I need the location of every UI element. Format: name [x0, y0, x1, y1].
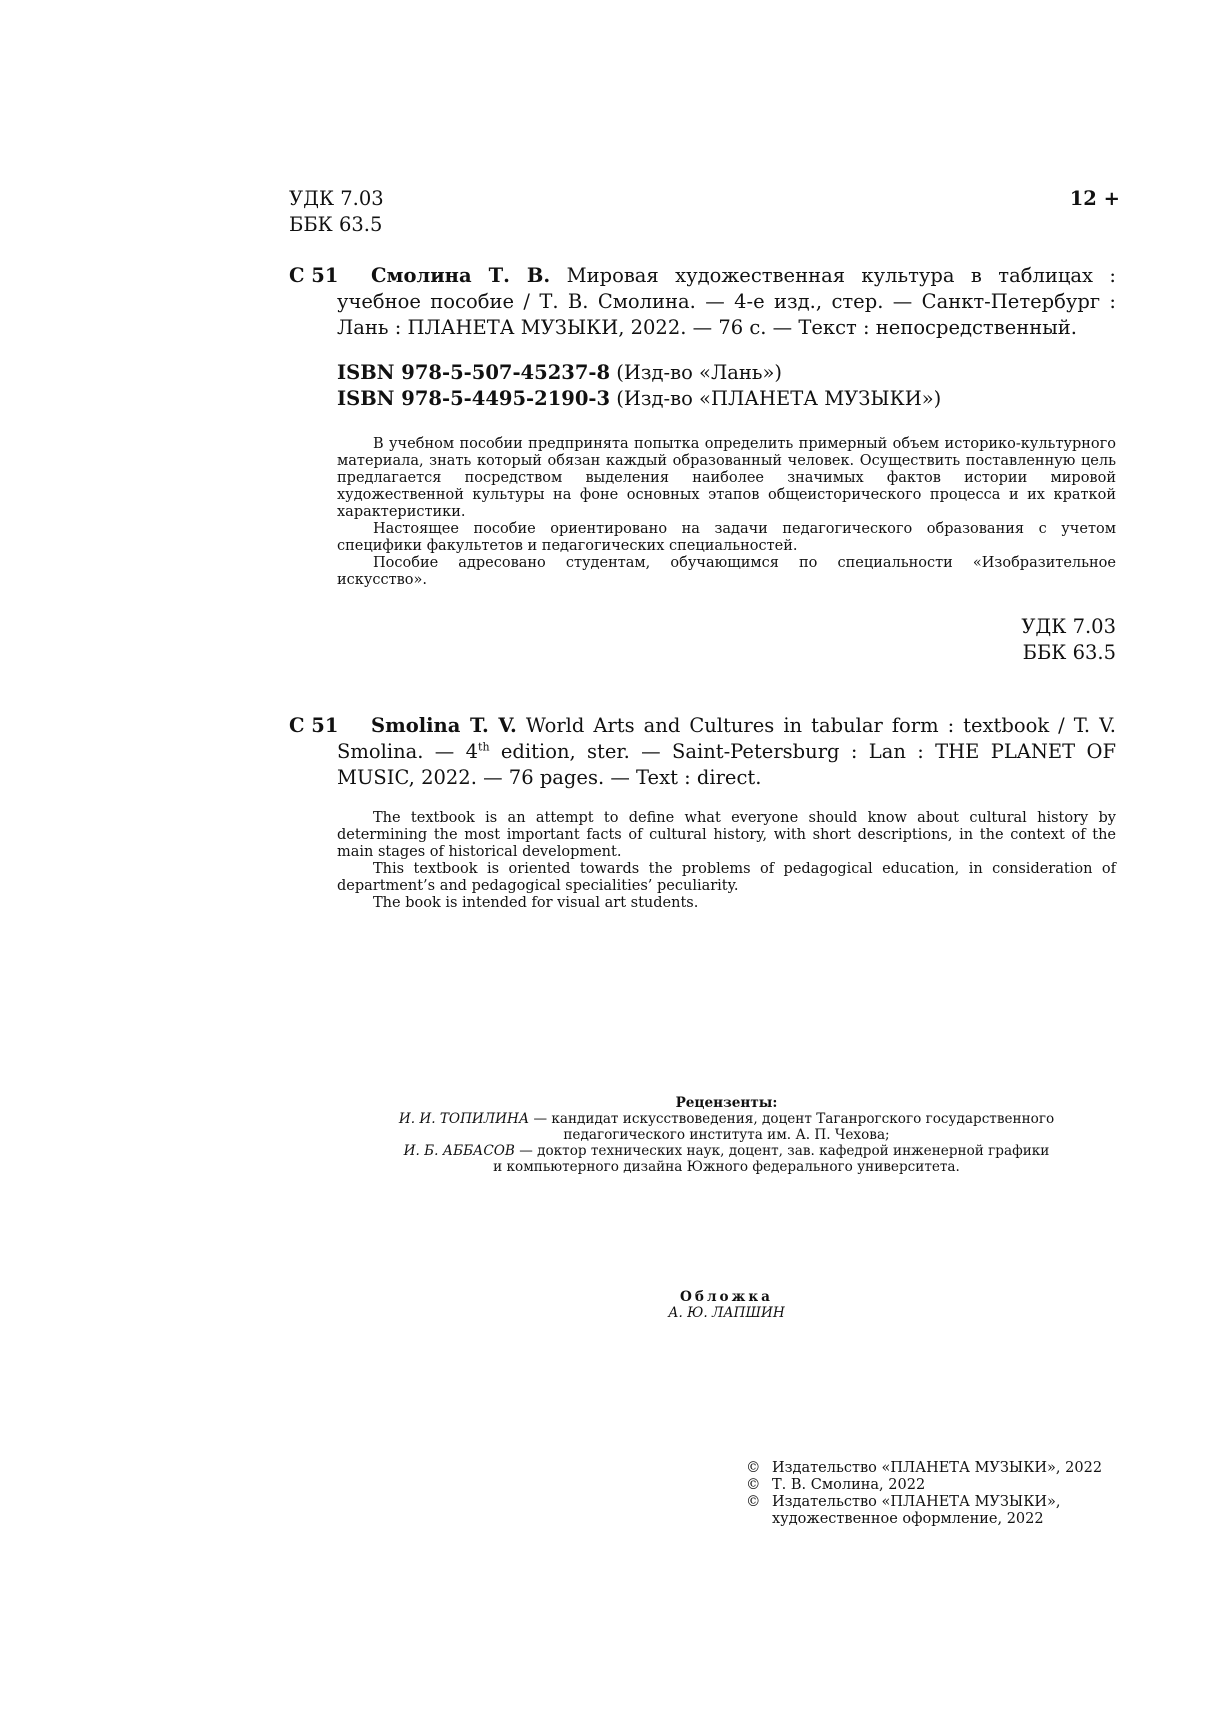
reviewers-heading: Рецензенты:: [675, 1095, 778, 1111]
ru-abstract-p3: Пособие адресовано студентам, обучающимся по специальности «Изобразительное искусство».: [337, 555, 1116, 588]
ru-bibliographic-record: [337, 263, 1116, 341]
reviewer-2-name: И. Б. АББАСОВ: [403, 1143, 515, 1159]
en-entry-code: С 51: [289, 714, 339, 737]
en-abstract-p1: The textbook is an attempt to define what everyone should know about cultural history by determining the most important facts of cultural history, with short descriptions, in the context of the main stages of historical development.: [337, 810, 1116, 860]
copyright-line-3-cont: [746, 1511, 1116, 1528]
copyright-line-1: [746, 1460, 1116, 1477]
reviewer-1-desc: — кандидат искусствоведения, доцент Таганрогского государственного: [529, 1111, 1055, 1127]
copyright-text-2: Т. В. Смолина, 2022: [772, 1477, 926, 1493]
reviewer-2: [337, 1143, 1116, 1159]
en-author: Smolina T. V.: [371, 714, 517, 737]
ru-isbn-1: [337, 360, 1116, 386]
ru-udk: УДК 7.03: [1021, 615, 1116, 638]
cover-artist: А. Ю. ЛАПШИН: [668, 1305, 785, 1321]
en-bibliographic-record: [337, 713, 1116, 791]
copyright-line-3: [746, 1494, 1116, 1511]
reviewers-block: [337, 1095, 1116, 1175]
ru-abstract: [337, 436, 1116, 589]
ru-entry-code: С 51: [289, 264, 339, 287]
isbn-planet-publisher: (Изд-во «ПЛАНЕТА МУЗЫКИ»): [610, 387, 942, 410]
cover-block: [537, 1289, 916, 1321]
ru-abstract-p2: Настоящее пособие ориентировано на задачи педагогического образования с учетом специфики факультетов и педагогических специальностей.: [337, 521, 1116, 554]
top-bbk: ББК 63.5: [289, 213, 383, 236]
top-udk: УДК 7.03: [289, 187, 384, 210]
reviewer-2-cont: и компьютерного дизайна Южного федерального университета.: [493, 1159, 960, 1175]
ru-title: Мировая художественная культура в таблицах : учебное пособие / Т. В. Смолина. — 4-е изд., стер. — Санкт-Петербург : Лань : ПЛАНЕТА МУЗЫКИ, 2022. — 76 с. — Текст : непосредственный.: [337, 264, 1116, 339]
copyright-text-3: Издательство «ПЛАНЕТА МУЗЫКИ»,: [772, 1494, 1061, 1510]
copyright-text-3-cont: художественное оформление, 2022: [772, 1511, 1044, 1527]
ru-isbn-block: [337, 360, 1116, 412]
reviewer-1-cont: педагогического института им. А. П. Чехова;: [563, 1127, 890, 1143]
age-rating: 12 +: [1069, 187, 1120, 210]
copyright-text-1: Издательство «ПЛАНЕТА МУЗЫКИ», 2022: [772, 1460, 1103, 1476]
top-classification: [289, 186, 409, 238]
ru-bbk: ББК 63.5: [1022, 641, 1116, 664]
reviewer-1: [337, 1111, 1116, 1127]
en-abstract: [337, 810, 1116, 912]
en-abstract-p2: This textbook is oriented towards the problems of pedagogical education, in consideration of department’s and pedagogical specialities’ peculiarity.: [337, 861, 1116, 894]
reviewer-1-name: И. И. ТОПИЛИНА: [398, 1111, 530, 1127]
ru-isbn-2: [337, 386, 1116, 412]
ru-author: Смолина Т. В.: [371, 264, 551, 287]
isbn-lan: ISBN 978-5-507-45237-8: [337, 361, 611, 384]
copyright-line-2: [746, 1477, 1116, 1494]
copyright-indent: [746, 1511, 772, 1528]
reviewer-2-desc: — доктор технических наук, доцент, зав. кафедрой инженерной графики: [514, 1143, 1050, 1159]
en-edition-sup: th: [478, 740, 490, 754]
en-title-part2: edition, ster. — Saint-Petersburg : Lan : THE PLANET OF MUSIC, 2022. — 76 pages. — Text : direct.: [337, 740, 1117, 789]
en-abstract-p3: The book is intended for visual art students.: [373, 895, 699, 911]
isbn-planet: ISBN 978-5-4495-2190-3: [337, 387, 611, 410]
copyright-icon: ©: [746, 1477, 761, 1493]
cover-label: Обложка: [680, 1289, 773, 1305]
isbn-lan-publisher: (Изд-во «Лань»): [610, 361, 783, 384]
copyright-block: [746, 1460, 1116, 1528]
copyright-icon: ©: [746, 1494, 761, 1510]
ru-abstract-p1: В учебном пособии предпринята попытка определить примерный объем историко-культурного материала, знать который обязан каждый образованный человек. Осуществить поставленную цель предлагается посредством выделения наиболее значимых фактов истории мировой художественной культуры на фоне основных этапов общеисторического процесса и их краткой характеристики.: [337, 436, 1116, 520]
copyright-icon: ©: [746, 1460, 761, 1476]
en-title-part1: World Arts and Cultures in tabular form : textbook / T. V. Smolina. — 4: [337, 714, 1116, 763]
ru-classification: [900, 614, 1116, 666]
